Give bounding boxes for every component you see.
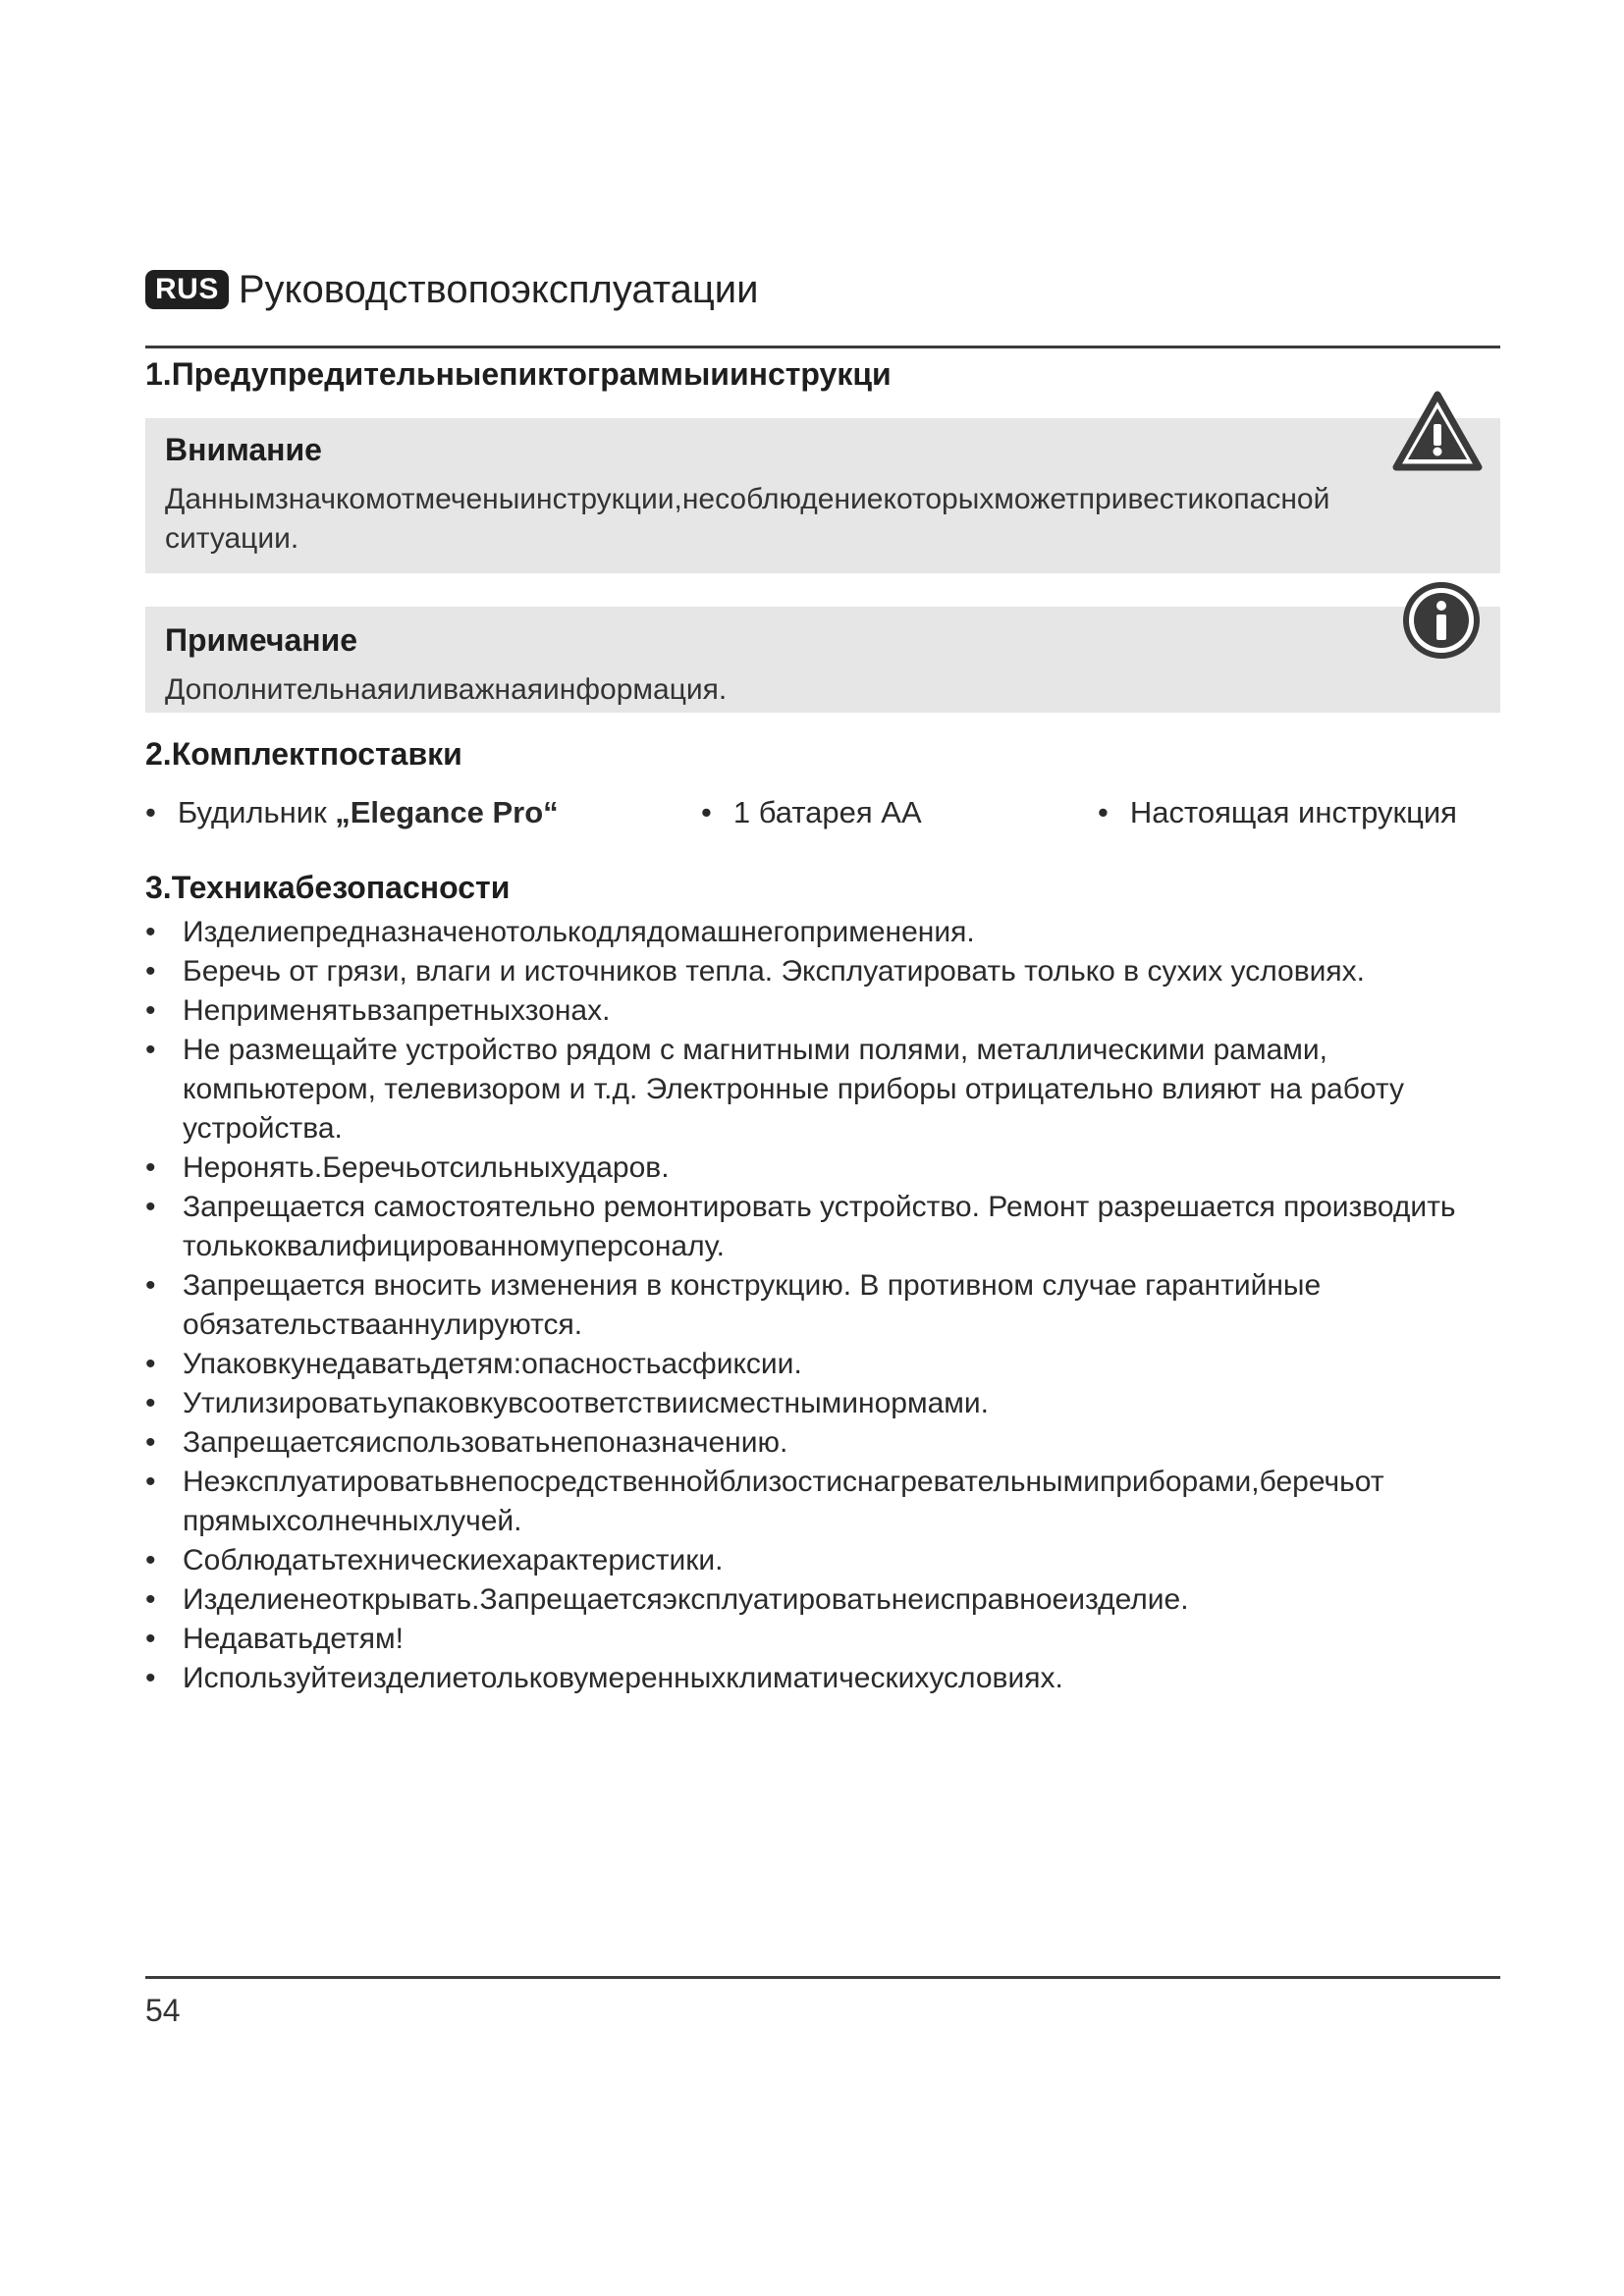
product-name: „Elegance Pro“ — [335, 795, 559, 829]
bullet: • — [701, 795, 712, 829]
warning-triangle-icon — [1392, 391, 1483, 471]
bullet: • — [145, 1466, 156, 1498]
list-item: • Не размещайте устройство рядом с магнитными полями, металлическими рамами, компьютером, телевизором и т.д. Электронные приборы отрицательно влияют на работу устройства. — [145, 1031, 1510, 1148]
warning-box — [145, 418, 1500, 573]
bullet: • — [145, 916, 156, 948]
bullet: • — [145, 1662, 156, 1694]
list-item: • Запрещается вносить изменения в конструкцию. В противном случае гарантийные обязательствааннулируются. — [145, 1266, 1510, 1345]
list-item: • Недаватьдетям! — [145, 1620, 1510, 1659]
page-title: Руководствопоэксплуатации — [238, 267, 759, 311]
page-number: 54 — [145, 1993, 181, 2028]
bullet: • — [145, 795, 156, 829]
safety-instructions-list — [145, 913, 1510, 1698]
note-title: Примечание — [165, 622, 358, 658]
list-item: • Запрещается самостоятельно ремонтировать устройство. Ремонт разрешается производить толькоквалифицированномуперсоналу. — [145, 1188, 1510, 1266]
bullet: • — [145, 1348, 156, 1380]
section-2-heading: 2.Комплектпоставки — [145, 736, 462, 772]
footer-divider — [145, 1976, 1500, 1979]
delivery-item — [701, 795, 922, 830]
list-item: • Используйтеизделиетольковумеренныхклиматическихусловиях. — [145, 1659, 1510, 1698]
warning-text: Даннымзначкомотмеченыинструкции,несоблюдениекоторыхможетпривестикопасной ситуации. — [165, 483, 1330, 555]
page-header — [145, 265, 1500, 314]
list-item: • Неронять.Беречьотсильныхударов. — [145, 1148, 1510, 1188]
section-3-heading: 3.Техникабезопасности — [145, 870, 511, 905]
list-item: • Изделиенеоткрывать.Запрещаетсяэксплуатироватьнеисправноеизделие. — [145, 1580, 1510, 1620]
list-item: • Утилизироватьупаковкувсоответствиисместныминормами. — [145, 1384, 1510, 1423]
list-item: • Соблюдатьтехническиехарактеристики. — [145, 1541, 1510, 1580]
language-badge: RUS — [145, 270, 229, 309]
list-item: • Запрещаетсяиспользоватьнепоназначению. — [145, 1423, 1510, 1463]
bullet: • — [1098, 795, 1109, 829]
section-1-heading: 1.Предупредительныепиктограммыиинструкци — [145, 356, 892, 392]
note-box — [145, 607, 1500, 713]
delivery-contents — [145, 795, 1500, 834]
bullet: • — [145, 1583, 156, 1616]
bullet: • — [145, 1151, 156, 1184]
list-item: • Неприменятьвзапретныхзонах. — [145, 991, 1510, 1031]
bullet: • — [145, 1387, 156, 1419]
warning-title: Внимание — [165, 432, 322, 467]
delivery-item-label: 1 батарея AA — [732, 795, 922, 829]
list-item: • Изделиепредназначенотолькодлядомашнегоприменения. — [145, 913, 1510, 952]
delivery-item-label: Будильник — [177, 795, 336, 829]
bullet: • — [145, 1034, 156, 1066]
list-item: • Упаковкунедаватьдетям:опасностьасфиксии. — [145, 1345, 1510, 1384]
delivery-item — [1098, 795, 1457, 830]
bullet: • — [145, 994, 156, 1027]
note-text: Дополнительнаяиливажнаяинформация. — [165, 673, 728, 706]
bullet: • — [145, 1191, 156, 1223]
header-divider — [145, 346, 1500, 348]
list-item: • Неэксплуатироватьвнепосредственнойблизостиснагревательнымиприборами,беречьот прямыхсолнечныхлучей. — [145, 1463, 1510, 1541]
bullet: • — [145, 1544, 156, 1576]
delivery-item — [145, 795, 559, 830]
bullet: • — [145, 1623, 156, 1655]
bullet: • — [145, 1269, 156, 1302]
delivery-item-label: Настоящая инструкция — [1129, 795, 1457, 829]
bullet: • — [145, 1426, 156, 1459]
list-item: • Беречь от грязи, влаги и источников тепла. Эксплуатировать только в сухих условиях. — [145, 952, 1510, 991]
info-circle-icon — [1402, 581, 1481, 660]
bullet: • — [145, 955, 156, 988]
